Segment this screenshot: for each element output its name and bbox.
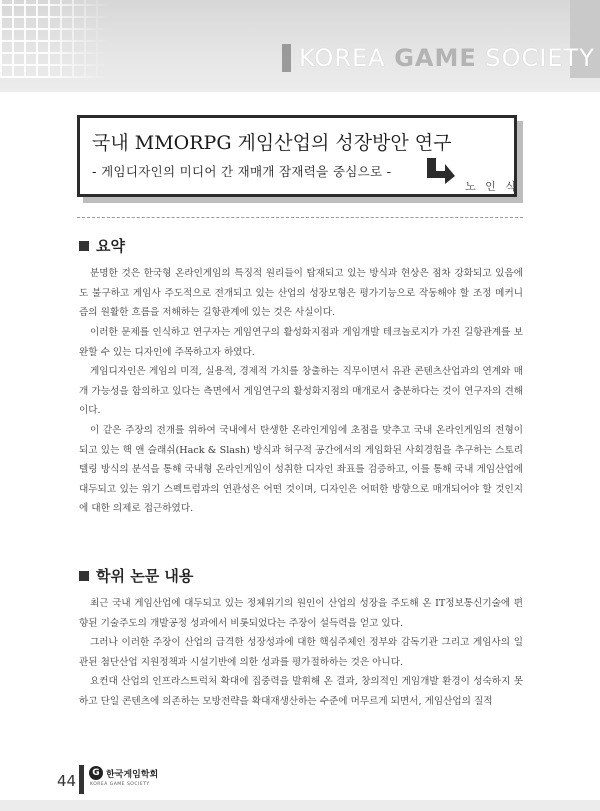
- title-box: [77, 115, 517, 197]
- thesis-heading-text: 학위 논문 내용: [96, 567, 194, 585]
- summary-heading-text: 요약: [96, 237, 125, 255]
- square-bullet-icon: [79, 241, 89, 251]
- footer-strip: [0, 800, 600, 811]
- header-grid-decoration: [0, 0, 110, 78]
- thesis-heading: [79, 565, 193, 586]
- summary-paragraph-3: 게임디자인은 게임의 미적, 실용적, 경제적 가치를 창출하는 직무이면서 유관 콘텐츠산업과의 연계와 매개 가능성을 함의하고 있다는 측면에서 게임연구의 활성화지점의 매개로서 충분하다는 것이 연구자의 견해이다.: [79, 366, 523, 416]
- brand-society: SOCIETY: [485, 44, 595, 72]
- brand-game: GAME: [394, 44, 477, 72]
- article-title: 국내 MMORPG 게임산업의 성장방안 연구: [92, 132, 452, 154]
- brand-bar: [282, 44, 291, 72]
- society-logo-icon: G: [89, 766, 103, 780]
- divider: [77, 217, 523, 218]
- brand-wordmark: [299, 44, 595, 72]
- header-band: [0, 0, 600, 92]
- article-subtitle: - 게임디자인의 미디어 간 재매개 잠재력을 중심으로 -: [92, 164, 392, 179]
- arrow-down-right-icon: [425, 154, 457, 186]
- thesis-paragraph-1: 최근 국내 게임산업에 대두되고 있는 정체위기의 원인이 산업의 성장을 주도해 온 IT정보통신기술에 편향된 기술주도의 개발공정 성과에서 비롯되었다는 주장이 설득력을 얻고 있다.: [79, 598, 523, 629]
- summary-paragraph-4: 이 같은 주장의 전개를 위하여 국내에서 탄생한 온라인게임에 초점을 맞추고 국내 온라인게임의 전형이 되고 있는 핵 앤 슬래쉬(Hack & Slash) 방식과 허구적 공간에서의 게임화된 사회경험을 추구하는 스토리텔링 방식의 분석을 통해 국내형 온라인게임이 성취한 디자인 좌표를 검증하고, 이를 통해 국내 게임산업에 대두되고 있는 위기 스펙트럼과의 연관성은 어떤 것이며, 디자인은 어떠한 방향으로 매개되어야 할 것인지에 대한 의제로 접근하였다.: [79, 425, 523, 514]
- society-logo: [89, 766, 158, 780]
- footer-bar: [79, 765, 84, 794]
- brand-korea: KOREA: [299, 44, 386, 72]
- summary-heading: [79, 235, 125, 256]
- summary-paragraph-1: 분명한 것은 한국형 온라인게임의 특징적 원리들이 탑재되고 있는 방식과 현상은 점차 강화되고 있음에도 불구하고 게임사 주도적으로 전개되고 있는 산업의 성장모형은 평가기능으로 작동해야 할 조정 메커니즘의 원활한 흐름을 저해하는 길항관계에 있는 것은 사실이다.: [79, 268, 523, 318]
- thesis-paragraph-3: 요컨대 산업의 인프라스트럭처 확대에 집중력을 발휘해 온 결과, 창의적인 게임개발 환경이 성숙하지 못하고 단일 콘텐츠에 의존하는 모방전략을 확대재생산하는 수준에 머무르게 되면서, 게임산업의 질적: [79, 676, 523, 707]
- brand-header: [282, 44, 595, 72]
- square-bullet-icon: [79, 571, 89, 581]
- author-name: 노 인 식: [465, 180, 519, 193]
- thesis-paragraph-2: 그러나 이러한 주장이 산업의 급격한 성장성과에 대한 핵심주체인 정부와 감독기관 그리고 게임사의 일관된 첨단산업 지원정책과 시설기반에 의한 성과를 평가절하하는 것은 아니다.: [79, 637, 523, 668]
- summary-paragraph-2: 이러한 문제를 인식하고 연구자는 게임연구의 활성화지점과 게임개발 테크놀로지가 가진 길항관계를 보완할 수 있는 디자인에 주목하고자 하였다.: [79, 327, 523, 358]
- society-logo-subtitle: KOREA GAME SOCIETY: [90, 782, 150, 787]
- page-number: 44: [57, 772, 77, 790]
- society-logo-name: 한국게임학회: [106, 769, 159, 780]
